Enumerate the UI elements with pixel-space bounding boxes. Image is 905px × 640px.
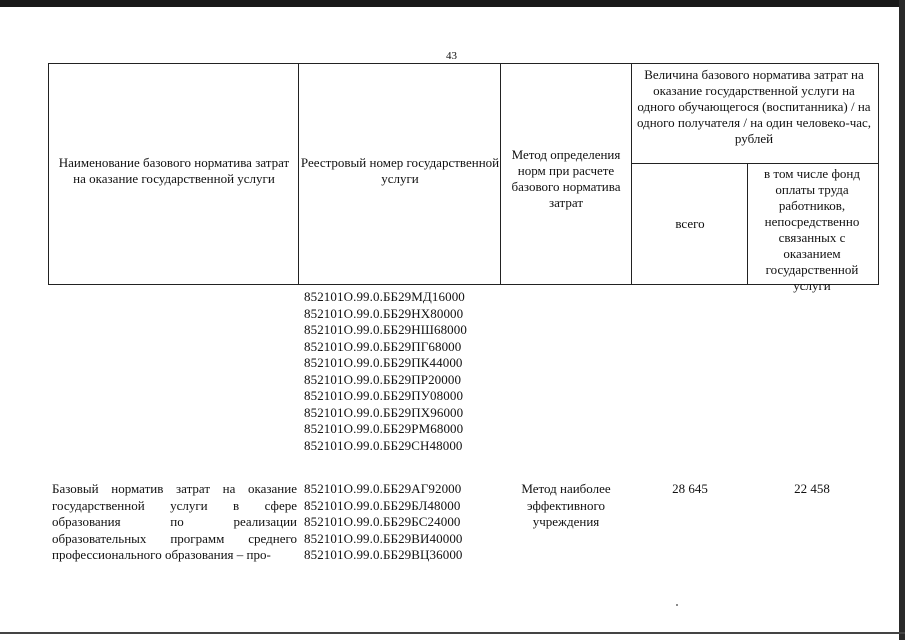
scan-right-edge	[899, 0, 905, 640]
row-total-value: 28 645	[672, 481, 708, 496]
list-item: 852101О.99.0.ББ29НШ68000	[304, 322, 467, 337]
column-divider	[631, 63, 632, 284]
list-item: 852101О.99.0.ББ29НХ80000	[304, 305, 464, 321]
header-subdivider	[631, 163, 878, 164]
list-item: 852101О.99.0.ББ29СН48000	[304, 437, 463, 453]
list-item: 852101О.99.0.ББ29РМ68000	[304, 421, 464, 436]
scan-speck	[676, 604, 678, 606]
header-name: Наименование базового норматива затрат на оказание государственной услуги	[58, 155, 290, 186]
column-divider	[747, 164, 748, 284]
header-fund: в том числе фонд оплаты труда работников, непосредственно связанных с оказанием государственной услуги	[764, 166, 860, 293]
list-item: 852101О.99.0.ББ29ВИ40000	[304, 530, 463, 546]
page-number: 43	[446, 50, 457, 62]
list-item: 852101О.99.0.ББ29МД16000	[304, 289, 465, 304]
continued-code-list	[304, 289, 467, 454]
list-item: 852101О.99.0.ББ29БС24000	[304, 514, 461, 529]
scan-bottom-edge	[0, 632, 905, 634]
list-item: 852101О.99.0.ББ29ПР20000	[304, 371, 462, 387]
header-value-group: Величина базового норматива затрат на оказание государственной услуги на одного обучающегося (воспитанника) / на одного получателя / на один человеко-час, рублей	[636, 67, 872, 146]
row-fund-value: 22 458	[794, 481, 830, 496]
list-item: 852101О.99.0.ББ29ПХ96000	[304, 404, 464, 420]
list-item: 852101О.99.0.ББ29ПК44000	[304, 355, 463, 370]
scan-top-edge	[0, 0, 905, 7]
list-item: 852101О.99.0.ББ29БЛ48000	[304, 497, 461, 513]
header-method: Метод определения норм при расчете базового норматива затрат	[511, 147, 621, 210]
list-item: 852101О.99.0.ББ29ПУ08000	[304, 388, 464, 403]
row-description: Базовый норматив затрат на оказание государственной услуги в сфере образования по реализации образовательных программ среднего профессионального образования – про-	[52, 481, 297, 562]
list-item: 852101О.99.0.ББ29ПГ68000	[304, 338, 462, 354]
column-divider	[298, 63, 299, 284]
row-code-list	[304, 481, 463, 564]
list-item: 852101О.99.0.ББ29АГ92000	[304, 481, 462, 496]
row-method: Метод наиболее эффективного учреждения	[521, 481, 611, 529]
header-total: всего	[675, 216, 705, 231]
header-registry-number: Реестровый номер государственной услуги	[300, 155, 500, 186]
list-item: 852101О.99.0.ББ29ВЦ36000	[304, 547, 463, 562]
